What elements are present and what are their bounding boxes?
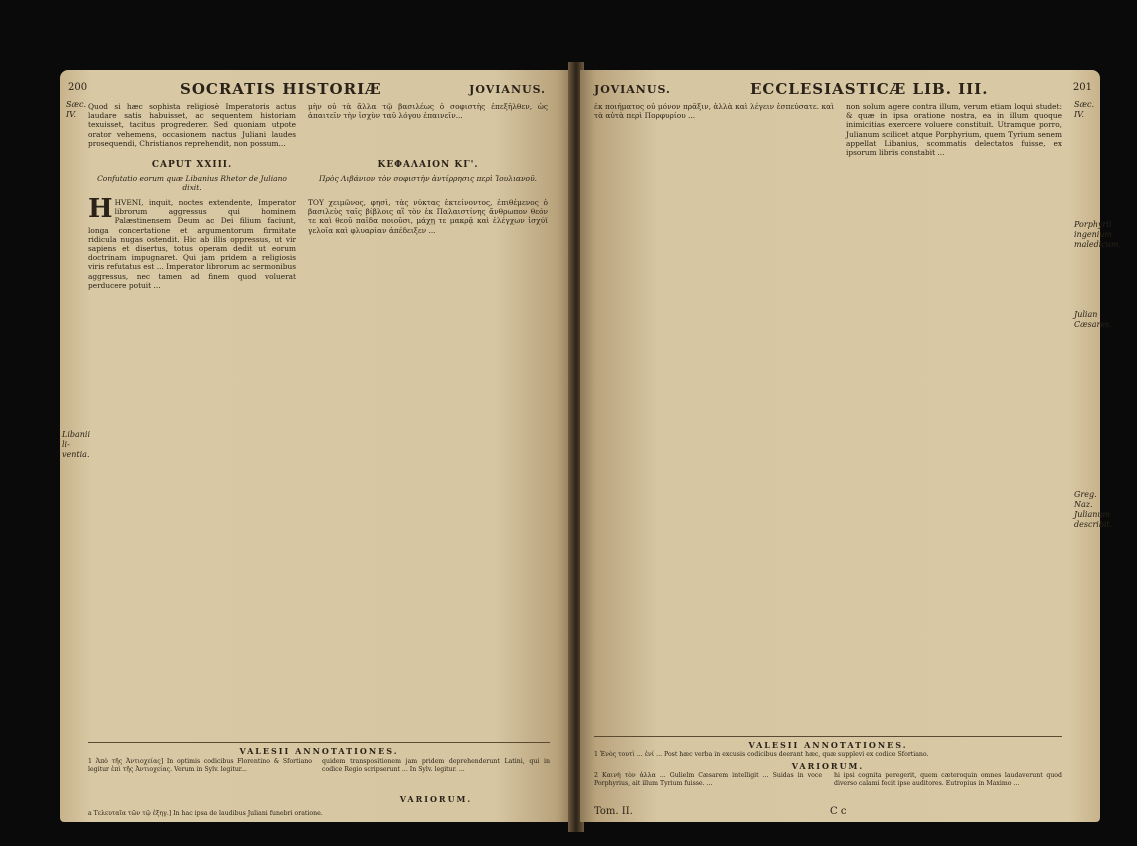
volume-signature: Tom. II. xyxy=(594,806,633,817)
running-head: ECCLESIASTICÆ LIB. III. xyxy=(750,80,989,98)
annotations-title: VALESII ANNOTATIONES. xyxy=(239,746,399,756)
page-number: 201 xyxy=(1072,82,1092,93)
caput-greek-sub: Πρὸς Λιβάνιον τὸν σοφιστὴν ἀντίρρησις περὶ Ἰουλιανοῦ. xyxy=(318,174,538,183)
running-head-left: JOVIANUS. xyxy=(594,83,671,96)
catchword: C c xyxy=(830,806,847,817)
margin-note-3: Julian Cæsares. xyxy=(1074,310,1112,329)
margin-note-1: Porphyrii ingenium maledicum. xyxy=(1074,220,1122,249)
margin-saeculum: Sæc. IV. xyxy=(1074,100,1095,119)
caput-greek: ΚΕΦΑΛΑΙΟΝ ΚΓ'. xyxy=(377,160,479,170)
variorum-title: VARIORUM. xyxy=(791,761,865,771)
latin-text: non solum agere contra illum, verum etiam loqui studet: & quæ in ipsa oratione nostra, ea in illum quoque inimicitias exercere voluere constituit. Utramque porro, Julianum scilicet atque Porphyrium, quem Tyrium senem appellat Libanius, scommatis delectatos fuisse, ex ipsorum libris constabit ... xyxy=(846,102,1062,158)
notes-left: 1 Ἀπὸ τῆς Ἀντιοχείας] In optimis codicibus Florentino & Sfortiano legitur ἐπὶ τῆς Ἀντιοχείας. Verum in Sylv. legitur... xyxy=(88,758,312,773)
latin-text: HVENI, inquit, noctes extendente, Imperator librorum aggressus qui hominem Palæstinensem Deum ac Dei filium faciunt, longa concertatione et argumentorum firmitate ridicula nugas ostendit. Hic ab illis oppressus, ut vir sapiens et disertus, totus operam dedit ut eorum doctrinam impugnaret. Qui jam pridem a religiosis viris refutatus est ... Imperator librorum ac sermonibus aggressus, nec tamen ad finem quod voluerat perducere potuit ... xyxy=(88,198,296,290)
annotations-title: VALESII ANNOTATIONES. xyxy=(748,740,908,750)
notes-rule xyxy=(594,736,1062,737)
caput-latin: CAPUT XXIII. xyxy=(151,160,233,170)
footnote: a Τελευταῖα τῶν τῷ ἐξηγ.] In hac ipsa de laudibus Juliani funebri oratione. xyxy=(88,810,323,817)
margin-saeculum: Sæc. IV. xyxy=(66,100,87,119)
notes-right: hi ipsi cognita peregerit, quem cæteroquin omnes laudaverunt quod diverso calami fecit ipse auditores. Eutropius in Maximo ... xyxy=(834,772,1062,787)
main-greek-column xyxy=(308,198,548,738)
intro-latin: Quod si hæc sophista religiosè Imperatoris actus laudare satis habuisset, ac sequentem historiam texuisset, tacitus progrederer. Sed quoniam utpote orator vehemens, occasionem nactus Juliani laudes prosequendi, Christianos reprehendit, non possum... xyxy=(88,102,296,148)
intro-greek: μὴν οὐ τὰ ἄλλα τῷ βασιλέως ὁ σοφιστὴς ἐπεξῆλθεν, ὡς ἀπαιτεῖν τὴν ἰσχὺν ταῦ λόγου ἐπαινεῖν... xyxy=(308,102,548,121)
drop-cap: H xyxy=(88,194,113,224)
left-page xyxy=(60,70,572,822)
running-head: SOCRATIS HISTORIÆ xyxy=(180,80,382,98)
right-page xyxy=(580,70,1122,822)
main-greek-column xyxy=(594,102,834,732)
margin-note: Libanii li-ventia. xyxy=(62,430,91,459)
note-1: 1 Ἐνὸς τουτὶ ... ἐνί ... Post hæc verba in excusis codicibus deerant hæc, quæ supplevi ex codice Sfortiano. xyxy=(594,751,929,758)
variorum-title: VARIORUM. xyxy=(399,794,473,804)
greek-text: ἐκ ποιήματος οὐ μόνον πρᾶξιν, ἀλλὰ καὶ λέγειν ἐσπεύσατε. καὶ τὰ αὐτὰ περὶ Πορφυρίου ... xyxy=(594,102,834,121)
notes-rule xyxy=(88,742,550,743)
main-latin-column xyxy=(88,194,296,738)
running-head-right: JOVIANUS. xyxy=(469,83,546,96)
notes-right: quidem transpositionem jam pridem deprehenderunt Latini, qui in codice Regio scripserunt ... In Sylv. legitur. ... xyxy=(322,758,550,773)
page-number: 200 xyxy=(68,82,88,93)
notes-left: 2 Καινὴ τὸν ἀλλα ... Gulielm Cæsarem intelligit ... Suidas in voce Porphyrius, ait illum Tyrium fuisse. ... xyxy=(594,772,822,787)
margin-note-2: Greg. Naz. Julianum describit. xyxy=(1074,490,1113,529)
caput-latin-sub: Confutatio eorum quæ Libanius Rhetor de Juliano dixit. xyxy=(97,174,287,192)
greek-text: ΤΟΥ χειμῶνος, φησὶ, τὰς νύκτας ἐκτείνοντος, ἐπιθέμενος ὁ βασιλεὺς ταῖς βίβλοις αἳ τὸν ἐκ Παλαιστίνης ἄνθρωπον θεόν τε καὶ θεοῦ παῖδα ποιοῦσι, μάχῃ τε μακρᾷ καὶ ἐλέγχων ἰσχύϊ γελοῖα καὶ φλυαρίαν ἀπέδειξεν ... xyxy=(308,198,548,235)
main-latin-column xyxy=(846,102,1062,732)
open-book xyxy=(60,62,1122,832)
